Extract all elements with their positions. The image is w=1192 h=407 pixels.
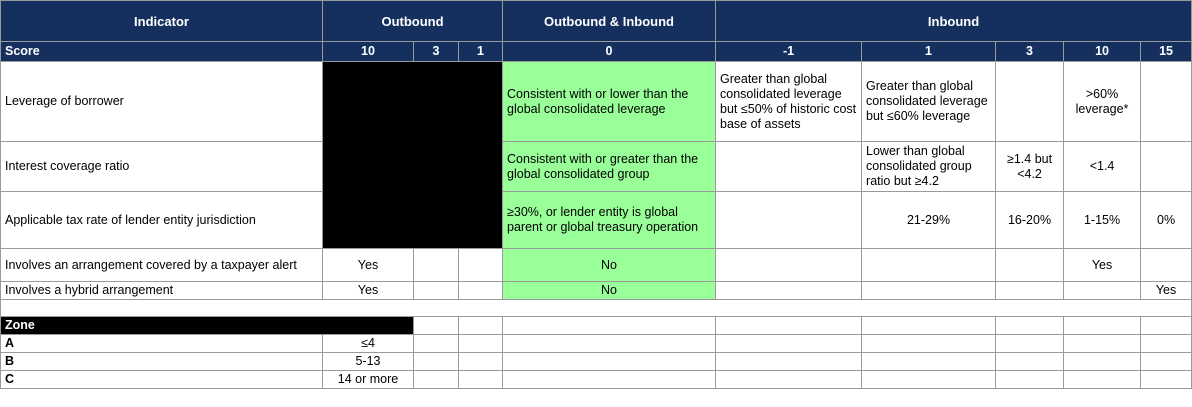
hybrid-neg1	[716, 282, 862, 300]
score-neg1: -1	[716, 42, 862, 62]
hybrid-in1	[862, 282, 996, 300]
tax-in15: 0%	[1141, 192, 1192, 249]
tax-in10: 1-15%	[1064, 192, 1141, 249]
alert-label: Involves an arrangement covered by a taxpayer alert	[1, 249, 323, 282]
interest-zero: Consistent with or greater than the global consolidated group	[503, 142, 716, 192]
alert-row	[1, 249, 1192, 282]
spacer-cell	[1, 300, 1192, 317]
leverage-zero: Consistent with or lower than the global consolidated leverage	[503, 62, 716, 142]
interest-in10: <1.4	[1064, 142, 1141, 192]
zone-row	[1, 335, 1192, 353]
score-in-1: 1	[862, 42, 996, 62]
tax-in1: 21-29%	[862, 192, 996, 249]
indicator-header: Indicator	[1, 1, 323, 42]
score-label: Score	[1, 42, 323, 62]
spacer-row	[1, 300, 1192, 317]
hybrid-zero: No	[503, 282, 716, 300]
hybrid-in3	[996, 282, 1064, 300]
hybrid-row	[1, 282, 1192, 300]
outbound-blackout-cell	[323, 62, 503, 249]
alert-in3	[996, 249, 1064, 282]
leverage-row	[1, 62, 1192, 142]
alert-in10: Yes	[1064, 249, 1141, 282]
score-out-3: 3	[414, 42, 459, 62]
tax-row	[1, 192, 1192, 249]
score-out-10: 10	[323, 42, 414, 62]
hybrid-in15: Yes	[1141, 282, 1192, 300]
alert-out1	[459, 249, 503, 282]
zone-row	[1, 371, 1192, 389]
score-out-1: 1	[459, 42, 503, 62]
interest-in3: ≥1.4 but <4.2	[996, 142, 1064, 192]
inbound-header: Inbound	[716, 1, 1192, 42]
leverage-in10: >60% leverage*	[1064, 62, 1141, 142]
tax-zero: ≥30%, or lender entity is global parent or global treasury operation	[503, 192, 716, 249]
leverage-in1: Greater than global consolidated leverage but ≤60% leverage	[862, 62, 996, 142]
alert-neg1	[716, 249, 862, 282]
tax-label: Applicable tax rate of lender entity jurisdiction	[1, 192, 323, 249]
outbound-inbound-header: Outbound & Inbound	[503, 1, 716, 42]
hybrid-out1	[459, 282, 503, 300]
zone-range: 14 or more	[323, 371, 414, 389]
score-in-15: 15	[1141, 42, 1192, 62]
hybrid-label: Involves a hybrid arrangement	[1, 282, 323, 300]
interest-label: Interest coverage ratio	[1, 142, 323, 192]
alert-zero: No	[503, 249, 716, 282]
interest-neg1	[716, 142, 862, 192]
score-zero: 0	[503, 42, 716, 62]
zone-name: A	[1, 335, 323, 353]
score-in-3: 3	[996, 42, 1064, 62]
outbound-header: Outbound	[323, 1, 503, 42]
interest-row	[1, 142, 1192, 192]
interest-in1: Lower than global consolidated group ratio but ≥4.2	[862, 142, 996, 192]
alert-out3	[414, 249, 459, 282]
zone-row	[1, 353, 1192, 371]
leverage-neg1: Greater than global consolidated leverage but ≤50% of historic cost base of assets	[716, 62, 862, 142]
tax-in3: 16-20%	[996, 192, 1064, 249]
alert-out10: Yes	[323, 249, 414, 282]
hybrid-in10	[1064, 282, 1141, 300]
zone-range: 5-13	[323, 353, 414, 371]
score-in-10: 10	[1064, 42, 1141, 62]
leverage-label: Leverage of borrower	[1, 62, 323, 142]
alert-in1	[862, 249, 996, 282]
score-row	[1, 42, 1192, 62]
zone-range: ≤4	[323, 335, 414, 353]
zone-name: B	[1, 353, 323, 371]
hybrid-out10: Yes	[323, 282, 414, 300]
alert-in15	[1141, 249, 1192, 282]
hybrid-out3	[414, 282, 459, 300]
leverage-in15	[1141, 62, 1192, 142]
zone-title: Zone	[1, 317, 414, 335]
zone-name: C	[1, 371, 323, 389]
leverage-in3	[996, 62, 1064, 142]
header-row	[1, 1, 1192, 42]
tax-neg1	[716, 192, 862, 249]
zone-header-row	[1, 317, 1192, 335]
interest-in15	[1141, 142, 1192, 192]
